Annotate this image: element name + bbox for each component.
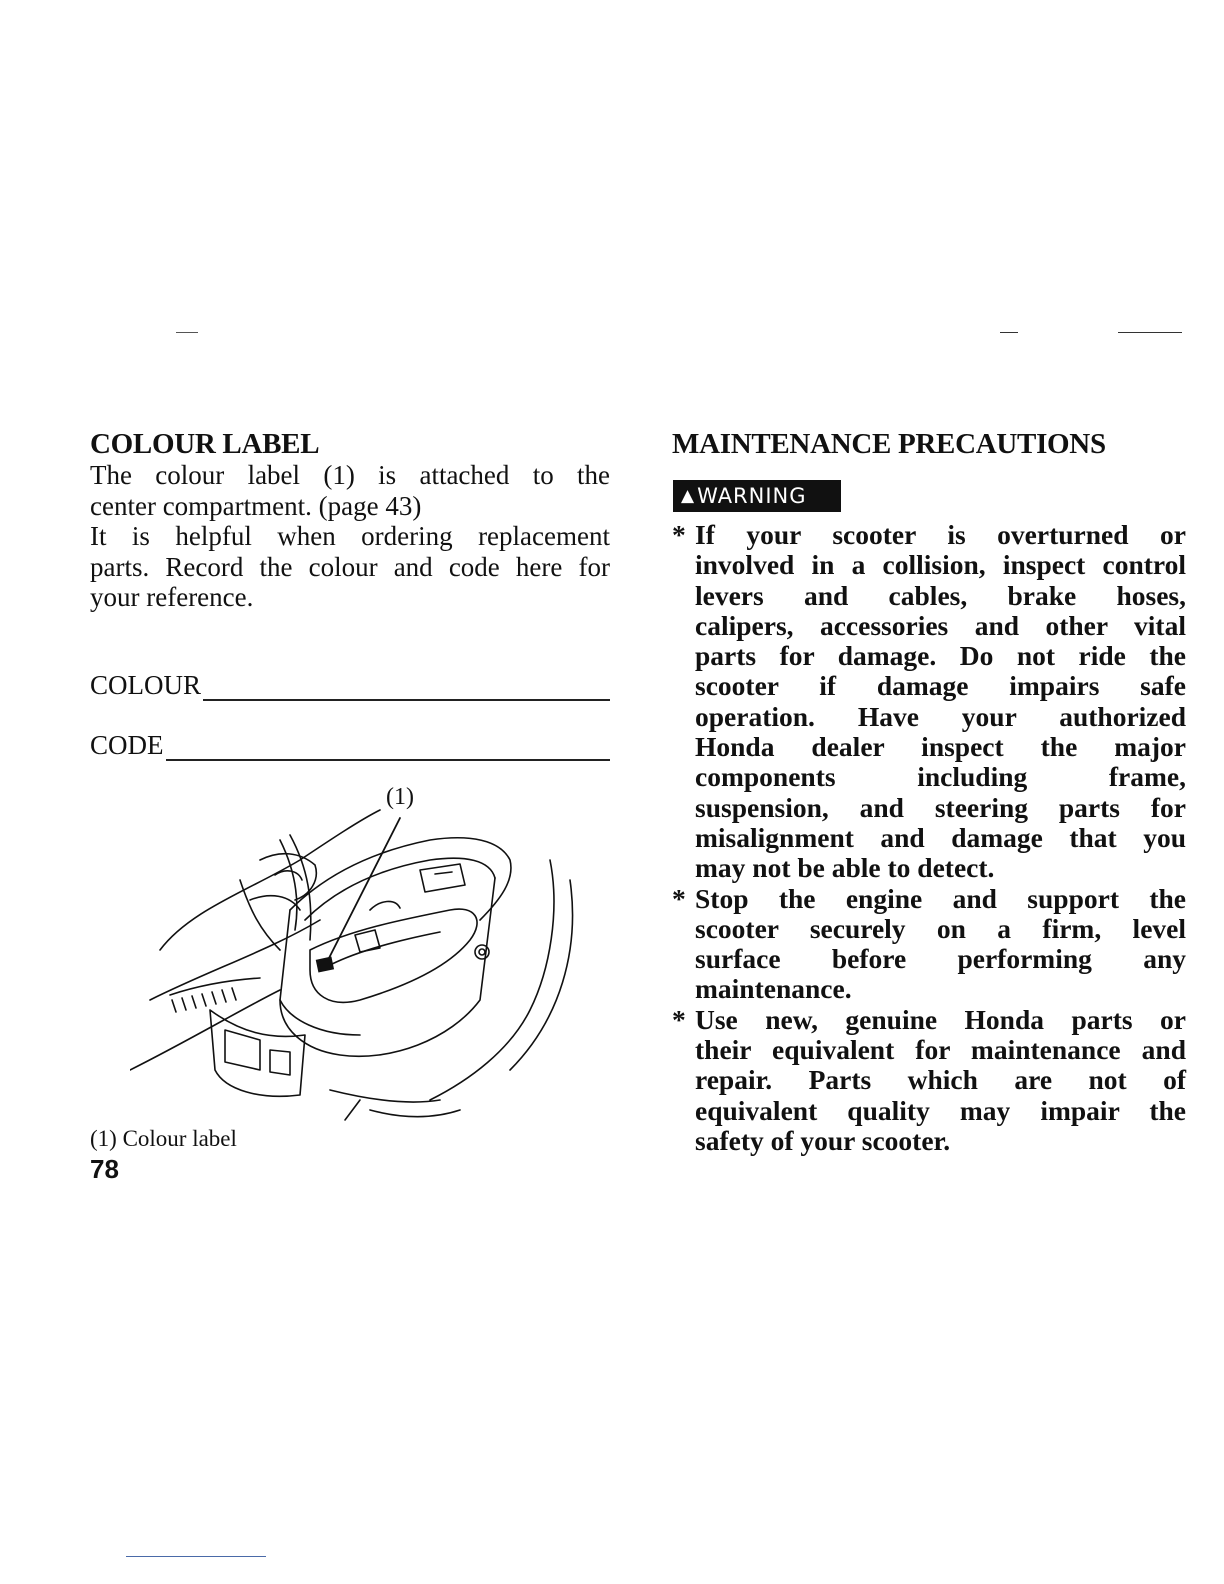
text-line: If your scooter is overturned or [695, 519, 1186, 550]
warning-list [672, 520, 1186, 1156]
section-title-colour-label: COLOUR LABEL [90, 428, 320, 460]
code-field-line [166, 758, 611, 761]
text-line: maintenance. [695, 973, 852, 1005]
text-line: surface before performing any [695, 943, 1186, 975]
text-line: center compartment. (page 43) [90, 490, 422, 521]
code-field-label: CODE [90, 730, 164, 760]
warning-triangle-icon: ▲ [681, 486, 696, 506]
warning-badge [673, 480, 841, 512]
text-line: Stop the engine and support the [695, 882, 1186, 914]
scooter-compartment-illustration [130, 800, 580, 1130]
section-title-maintenance-precautions: MAINTENANCE PRECAUTIONS [672, 428, 1106, 460]
text-line: equivalent quality may impair the [695, 1094, 1186, 1126]
text-line: Use new, genuine Honda parts or [695, 1003, 1186, 1035]
colour-field-label: COLOUR [90, 670, 202, 700]
page-number: 78 [90, 1154, 119, 1184]
text-line: levers and cables, brake hoses, [695, 579, 1186, 611]
text-line: involved in a collision, inspect control [695, 549, 1186, 581]
callout-label: (1) [386, 784, 414, 810]
scan-mark [1118, 332, 1182, 333]
scan-mark [1000, 332, 1018, 333]
text-line: your reference. [90, 582, 254, 612]
colour-field [90, 670, 610, 701]
colour-field-line [203, 698, 610, 701]
text-line: misalignment and damage that you [695, 821, 1186, 853]
text-line: suspension, and steering parts for [695, 791, 1186, 823]
bullet-mark: * [672, 519, 686, 550]
text-line: scooter securely on a firm, level [695, 912, 1186, 944]
text-line: their equivalent for maintenance and [695, 1034, 1186, 1066]
bottom-rule [126, 1556, 266, 1557]
bullet-mark: * [672, 1003, 686, 1035]
text-line: scooter if damage impairs safe [695, 670, 1186, 702]
warning-item [672, 884, 1186, 1005]
figure-caption: (1) Colour label [90, 1126, 237, 1151]
text-line: The colour label (1) is attached to the [90, 460, 610, 490]
warning-badge-label: WARNING [697, 484, 807, 508]
text-line: repair. Parts which are not of [695, 1064, 1186, 1096]
bullet-mark: * [672, 882, 686, 914]
text-line: It is helpful when ordering replacement [90, 521, 610, 551]
scan-mark [176, 332, 198, 333]
text-line: parts. Record the colour and code here for [90, 551, 610, 582]
code-field [90, 730, 610, 761]
text-line: Honda dealer inspect the major [695, 731, 1186, 763]
colour-label-description [90, 460, 610, 613]
warning-item [672, 520, 1186, 884]
warning-item [672, 1005, 1186, 1156]
text-line: parts for damage. Do not ride the [695, 640, 1186, 672]
text-line: safety of your scooter. [695, 1124, 951, 1156]
text-line: operation. Have your authorized [695, 700, 1186, 732]
text-line: calipers, accessories and other vital [695, 609, 1186, 641]
text-line: components including frame, [695, 761, 1186, 793]
text-line: may not be able to detect. [695, 852, 995, 884]
